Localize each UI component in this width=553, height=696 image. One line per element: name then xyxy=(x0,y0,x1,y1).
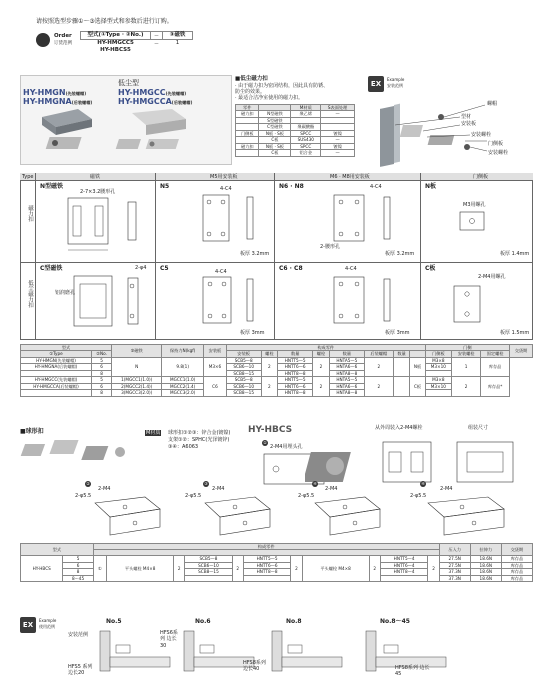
spec-col-type: Type xyxy=(22,174,34,180)
notes-th: 零件 xyxy=(236,105,259,111)
ex1-callout-bolt2: 安装螺栓 xyxy=(488,150,509,156)
t1-td: 1 xyxy=(452,357,481,376)
t1-td: M3×10 xyxy=(425,383,452,389)
n68-title: N6 · N8 xyxy=(279,183,304,190)
t2-td: 37.3N xyxy=(439,575,470,581)
ball-material-label: M材质 xyxy=(146,430,161,436)
spec-col-magnet: 磁铁 xyxy=(90,174,101,180)
example2-label-en: Example xyxy=(39,618,57,623)
t1-td: SCB8—15 xyxy=(226,370,261,376)
assembly-drawing xyxy=(375,432,525,492)
grid-line xyxy=(420,173,421,340)
n68-thick: 板厚 3.2mm xyxy=(385,251,415,257)
t1-sub: 螺栓 xyxy=(261,351,278,357)
notes-td: 磁力扣 xyxy=(236,111,259,117)
magnet-n-image xyxy=(42,109,92,149)
example1-badge: EX xyxy=(368,76,384,92)
t2-td: HNTT8—4 xyxy=(380,569,428,575)
t2-part: ① xyxy=(98,566,102,572)
product1-left-title-text: HY-HMGN xyxy=(23,88,66,97)
t1-td: C板 xyxy=(410,377,425,396)
product1-left-title2-note: (后装螺帽) xyxy=(71,100,93,105)
t2-td: 2 xyxy=(232,556,243,582)
t2-td: HNTT8—8 xyxy=(243,569,291,575)
t2-td: 18.6N xyxy=(470,575,501,581)
t2-td: 18.6N xyxy=(470,569,501,575)
notes-td: 镀镍 xyxy=(321,130,355,136)
t1-td: 3(MGCC3(2.0)) xyxy=(112,390,162,396)
n-magnet-title: N型磁铁 xyxy=(40,183,64,190)
t1-td: M3×10 xyxy=(425,364,452,370)
t1-td: HNTA6—6 xyxy=(329,383,364,389)
notes-th: M材质 xyxy=(291,105,321,111)
t1-sub: ②No. xyxy=(92,351,112,357)
t1-td: SCB8—15 xyxy=(226,390,261,396)
example2-install: 安装范例 xyxy=(68,632,89,638)
table2 xyxy=(20,543,533,582)
part-3-label: ③ xyxy=(204,481,208,486)
order-col-dash: — xyxy=(151,32,163,40)
t1-td: 2 xyxy=(313,357,330,376)
ex2-no6: No.6 xyxy=(195,618,211,625)
t2-td: 6 xyxy=(63,562,93,568)
t1-td: 库存品* xyxy=(481,377,510,396)
t1-sub: 后装螺帽 xyxy=(364,351,393,357)
t1-td xyxy=(393,357,410,376)
example1-image xyxy=(375,95,525,170)
spec-col-door: 门侧板 xyxy=(473,174,489,180)
t1-td: 8 xyxy=(92,390,112,396)
t1-td: SCB5—8 xyxy=(226,377,261,383)
t2-td: HNTT6—4 xyxy=(380,562,428,568)
ball-note: 从外周装入2-M4螺栓 xyxy=(375,425,423,431)
c-magnet-title: C型磁铁 xyxy=(40,265,63,272)
ex2-no845: No.8～45 xyxy=(380,618,410,625)
table1 xyxy=(20,344,533,397)
t1-td: HNTA8—8 xyxy=(329,370,364,376)
n-magnet-drawing xyxy=(40,196,150,258)
ex2-no845-series: HFS8系列 边长45 xyxy=(395,665,430,678)
t2-td: 平头螺栓 M4×8 xyxy=(302,556,369,582)
cplate-hole: 2-M4用螺孔 xyxy=(478,274,506,280)
t1-td: HY-HMGNA(后装螺帽) xyxy=(21,364,92,370)
hole8: 2-M4 xyxy=(440,486,453,492)
t1-td: 6 xyxy=(92,383,112,389)
t2-td: HY-HBCS xyxy=(21,556,63,582)
t1-td: 5 xyxy=(92,357,112,363)
part-4-label: ④ xyxy=(313,481,317,486)
bracket4-drawing xyxy=(305,495,405,537)
t1-td: 2 xyxy=(452,377,481,396)
nplate-title: N板 xyxy=(425,183,437,190)
ex2-no8-drawing xyxy=(268,627,348,677)
t2-td: 18.6N xyxy=(470,562,501,568)
notes-td: 铝合金 xyxy=(291,150,321,156)
spec-col-nut: M5用安装板 xyxy=(210,174,238,180)
t1-td: HNTT5—5 xyxy=(278,357,313,363)
bracket5-drawing xyxy=(418,495,528,537)
t1-td: HY-HMGCC(先装螺帽) xyxy=(21,377,92,383)
t1-sub: 门侧板 xyxy=(425,351,452,357)
t1-td xyxy=(425,390,452,396)
t1-td: HNTA5—5 xyxy=(329,357,364,363)
hbcs-title: HY-HBCS xyxy=(248,425,293,435)
product1-right-title-note: (先装螺帽) xyxy=(165,91,187,96)
notes-td xyxy=(236,150,259,156)
t1-td: 2 xyxy=(261,357,278,376)
t1-th: 构成零件 xyxy=(226,345,425,351)
ex1-callout-bolt: 安装螺栓 xyxy=(471,132,492,138)
example1-label-en: Example xyxy=(387,77,405,82)
t1-td: MGCC2(1.4) xyxy=(162,383,204,389)
notes-td: N型磁铁 xyxy=(259,111,291,117)
t2-th: 构成零件 xyxy=(93,544,439,550)
nplate-drawing xyxy=(440,208,520,238)
t1-td xyxy=(21,390,92,396)
t2-td: 27.5N xyxy=(439,556,470,562)
order-col-magnet: ③磁铁 xyxy=(163,32,193,40)
n5-thick: 板厚 3.2mm xyxy=(240,251,270,257)
t1-td: HNTA6—6 xyxy=(329,364,364,370)
t2-td xyxy=(93,556,106,582)
notes-td: SUS430 xyxy=(291,137,321,143)
nplate-thick: 板厚 1.4mm xyxy=(500,251,530,257)
order-row1-type: HY-HMGCC5 xyxy=(97,40,134,47)
ex2-no6-series: HFS6系列 边长30 xyxy=(160,630,178,649)
empty-cell xyxy=(151,47,163,54)
t1-sub: ①Type xyxy=(21,351,92,357)
t1-td: 6 xyxy=(92,364,112,370)
t1-sub: 螺栓 xyxy=(313,351,330,357)
ex1-callout-door: 门侧板 xyxy=(488,141,504,147)
ex2-no8: No.8 xyxy=(286,618,302,625)
ex2-no8-series: HFS8系列 边长40 xyxy=(243,660,266,673)
t1-td: MGCC3(2.0) xyxy=(162,390,204,396)
t1-td: N xyxy=(112,357,162,376)
product1-subtitle: 低尘型 xyxy=(118,79,139,87)
t2-td: 2 xyxy=(291,556,302,582)
hole5: 2-φ5.5 xyxy=(185,493,202,499)
t1-th: 交货期 xyxy=(510,345,533,358)
notes-table xyxy=(235,104,355,157)
t2-td: 库存品 xyxy=(501,569,532,575)
grid-line xyxy=(155,173,156,340)
t2-td: HNTT6—6 xyxy=(243,562,291,568)
t1-th: 保持力N(kgf) xyxy=(162,345,204,358)
hole4: 2-M4 xyxy=(212,486,225,492)
notes-td: S型磁铁 xyxy=(259,117,291,123)
bracket3-drawing xyxy=(195,495,295,537)
t1-td: C6 xyxy=(204,377,227,396)
n5-drawing xyxy=(165,193,270,248)
notes-line2: 防尘的效果。 xyxy=(235,89,266,95)
cplate-drawing xyxy=(440,282,520,327)
t1-td: HNTT8—8 xyxy=(278,390,313,396)
ex2-left-series: HFS5 系列 边长20 xyxy=(68,664,93,677)
n68-slot: 2-腰形孔 xyxy=(320,244,340,250)
part-4b-label: ④ xyxy=(421,481,425,486)
ex1-callout-plate: 安装板 xyxy=(461,121,477,127)
ball-title: ■球形扣 xyxy=(20,428,44,435)
product1-right-title-text: HY-HMGCC xyxy=(118,88,166,97)
t2-td: SCB6—10 xyxy=(185,562,232,568)
part-2-label: ② xyxy=(86,481,90,486)
grid-line xyxy=(35,173,36,340)
order-row2-type: HY-HBCS5 xyxy=(100,47,131,54)
t1-td: HNTT8—8 xyxy=(278,370,313,376)
t2-td xyxy=(243,575,291,581)
t1-th: 安装板 xyxy=(204,345,227,358)
order-icon xyxy=(36,33,50,47)
t1-td: 9.8(1) xyxy=(162,357,204,376)
t2-td: SCB5—8 xyxy=(185,556,232,562)
notes-line1: · 由于磁力扣为密闭结构，因此具有防锈、 xyxy=(235,83,329,89)
t2-td xyxy=(185,575,232,581)
n68-drawing xyxy=(284,193,414,248)
ex1-callout-profile: 型材 xyxy=(461,114,472,120)
notes-td: 门侧板 xyxy=(236,130,259,136)
notes-td: C型磁铁 xyxy=(259,124,291,130)
t1-td: 2(MGCC2(1.4)) xyxy=(112,383,162,389)
t1-td: HNTT6—6 xyxy=(278,383,313,389)
example2-badge: EX xyxy=(20,617,36,633)
hole6: 2-M4 xyxy=(325,486,338,492)
notes-td: 磁力扣 xyxy=(236,143,259,149)
product1-right-title2-text: HY-HMGCCA xyxy=(118,97,172,106)
product1-left-title-note: (先装螺帽) xyxy=(65,91,87,96)
spec-row1-type: 磁力扣 xyxy=(27,205,33,222)
t2-td: 18.6N xyxy=(470,556,501,562)
n-magnet-dim: 2-7×3.2腰形孔 xyxy=(80,189,116,195)
t1-td xyxy=(393,377,410,396)
t1-td: 5 xyxy=(92,377,112,383)
t2-td: 2 xyxy=(174,556,185,582)
c5-title: C5 xyxy=(160,265,169,272)
t1-th: ③磁铁 xyxy=(112,345,162,358)
t2-th: 拉伸力 xyxy=(470,544,501,556)
t1-sub: 数量 xyxy=(393,351,410,357)
order-label-cn: 订货范例 xyxy=(54,41,72,46)
t2-td: 库存品 xyxy=(501,575,532,581)
c68-drawing xyxy=(284,275,414,330)
notes-th: S表面处理 xyxy=(321,105,355,111)
cplate-thick: 板厚 1.5mm xyxy=(500,330,530,336)
order-table xyxy=(80,31,193,54)
t1-td: 2 xyxy=(364,357,393,376)
notes-td: SPCC xyxy=(291,143,321,149)
n5-holes: 4-C4 xyxy=(220,186,232,192)
t2-td: 库存品 xyxy=(501,556,532,562)
notes-td: 聚乙烯 xyxy=(291,111,321,117)
spec-col-m6m8: M6 · M8用安装板 xyxy=(330,174,370,180)
intro-text: 请按照选型步骤①～③选择型式和参数后进行订购。 xyxy=(36,18,173,25)
ex1-callout-nut: 螺帽 xyxy=(487,101,498,107)
t1-td: HNTA8—8 xyxy=(329,390,364,396)
notes-td: — xyxy=(321,137,355,143)
order-label-en: Order xyxy=(54,33,72,39)
example2-label-cn: 使用范例 xyxy=(39,624,55,629)
notes-line3: · 最适合洁净室使用的磁力扣。 xyxy=(235,95,304,101)
grid-line xyxy=(20,262,533,263)
product1-right-title2-note: (后装螺帽) xyxy=(171,100,193,105)
example1-label-cn: 安装范例 xyxy=(387,83,403,88)
order-col-type: 型式(①Type · ②No.) xyxy=(81,32,151,40)
c-magnet-hole: 2-φ4 xyxy=(135,265,147,271)
hole9: 2-φ5.5 xyxy=(410,493,427,499)
c-magnet-slot: 铝润磨孔 xyxy=(55,290,76,296)
t1-td: HNTT5—5 xyxy=(278,377,313,383)
t2-td: 27.5N xyxy=(439,562,470,568)
hole2: 2-M4 xyxy=(98,486,111,492)
product1-left-title2-text: HY-HMGNA xyxy=(23,97,72,106)
ball-material2: 支架①②：SPHC(光泽镀锌) xyxy=(168,437,230,443)
ball-image xyxy=(20,436,140,468)
n5-title: N5 xyxy=(160,183,170,190)
spec-row2-type: 低尘磁力扣 xyxy=(27,280,33,308)
notes-td: SPCC xyxy=(291,130,321,136)
notes-title: ■低尘磁力扣 xyxy=(235,76,268,82)
notes-td: N板 · S板 xyxy=(259,143,291,149)
order-row1-mag: 1 xyxy=(175,40,180,47)
t2-td: 库存品 xyxy=(501,562,532,568)
t2-td: SCB8—15 xyxy=(185,569,232,575)
t1-td: 库存品 xyxy=(481,357,510,376)
notes-td: 聚碳酸酯 xyxy=(291,124,321,130)
ex2-no5: No.5 xyxy=(106,618,122,625)
t2-td: HNTT5—4 xyxy=(380,556,428,562)
t2-td: 平头螺栓 M4×8 xyxy=(107,556,174,582)
c5-drawing xyxy=(165,275,270,330)
t1-td: 1(MGCC1(1.0)) xyxy=(112,377,162,383)
t2-th: 交货期 xyxy=(501,544,532,556)
nplate-hole: M3用螺孔 xyxy=(463,202,486,208)
t2-td: 2 xyxy=(428,556,439,582)
t2-td: 5 xyxy=(63,556,93,562)
t1-sub: 安装板 xyxy=(226,351,261,357)
t1-th: 门侧 xyxy=(425,345,509,351)
t2-th: 型式 xyxy=(21,544,94,556)
t2-td xyxy=(380,575,428,581)
t1-td: 2 xyxy=(313,377,330,396)
ball-material1: 球形扣①②③：锌合金(镀镍) xyxy=(168,430,231,436)
bracket2-drawing xyxy=(85,495,185,537)
ball-material3: ③④：A6063 xyxy=(168,444,199,450)
notes-td: N板 · S板 xyxy=(259,130,291,136)
hole3: 2-φ5.5 xyxy=(75,493,92,499)
table-row xyxy=(21,556,533,562)
t1-td: 2 xyxy=(261,377,278,396)
ball-note2: 组装尺寸 xyxy=(468,425,489,431)
t1-td: 8 xyxy=(92,370,112,376)
t1-td: SCB6—10 xyxy=(226,383,261,389)
t2-td: HNTT5—5 xyxy=(243,556,291,562)
c5-thick: 板厚 3mm xyxy=(240,330,265,336)
c5-holes: 4-C4 xyxy=(215,269,227,275)
t1-sub: 安装螺栓 xyxy=(452,351,481,357)
t1-td: MGCC1(1.0) xyxy=(162,377,204,383)
t1-td: M3×6 xyxy=(204,357,227,376)
notes-td: C板 xyxy=(259,150,291,156)
notes-td: 镀镍 xyxy=(321,143,355,149)
c-magnet-drawing xyxy=(40,272,152,336)
t1-td: 2 xyxy=(364,377,393,396)
t1-th: 型式 xyxy=(21,345,112,351)
t1-td: HY-HMGCCA(后装螺帽) xyxy=(21,383,92,389)
t2-td: 8～45 xyxy=(63,575,93,581)
empty-cell xyxy=(163,47,193,54)
t1-sub: 数量 xyxy=(278,351,313,357)
product1-images xyxy=(20,105,232,165)
c68-holes: 4-C4 xyxy=(345,266,357,272)
notes-td: — xyxy=(321,150,355,156)
t1-td: HY-HMGN(先装螺帽) xyxy=(21,357,92,363)
t1-sub: 固定螺栓 xyxy=(481,351,510,357)
t2-th: 压入力 xyxy=(439,544,470,556)
t1-sub: 数量 xyxy=(329,351,364,357)
t1-td: M3×8 xyxy=(425,357,452,363)
t1-td: N板 xyxy=(410,357,425,376)
t1-td: HNTT6—6 xyxy=(278,364,313,370)
t2-td: 8 xyxy=(63,569,93,575)
cplate-title: C板 xyxy=(425,265,436,272)
grid-line xyxy=(274,173,275,340)
t2-td: 2 xyxy=(369,556,380,582)
n68-holes: 4-C4 xyxy=(370,184,382,190)
hole7: 2-φ5.5 xyxy=(298,493,315,499)
magnet-cc-image xyxy=(116,109,186,149)
hole1: 2-M4用埋头孔 xyxy=(270,444,303,450)
t1-td: SCB5—8 xyxy=(226,357,261,363)
t1-td: M3×8 xyxy=(425,377,452,383)
t2-td: 37.3N xyxy=(439,569,470,575)
c68-thick: 板厚 3mm xyxy=(385,330,410,336)
notes-td: — xyxy=(321,111,355,117)
order-row1-dash: — xyxy=(154,40,159,46)
t1-td: SCB6—10 xyxy=(226,364,261,370)
c68-title: C6 · C8 xyxy=(279,265,303,272)
part-1-label: ① xyxy=(263,440,267,445)
notes-td: C板 xyxy=(259,137,291,143)
t1-td: HNTA5—5 xyxy=(329,377,364,383)
